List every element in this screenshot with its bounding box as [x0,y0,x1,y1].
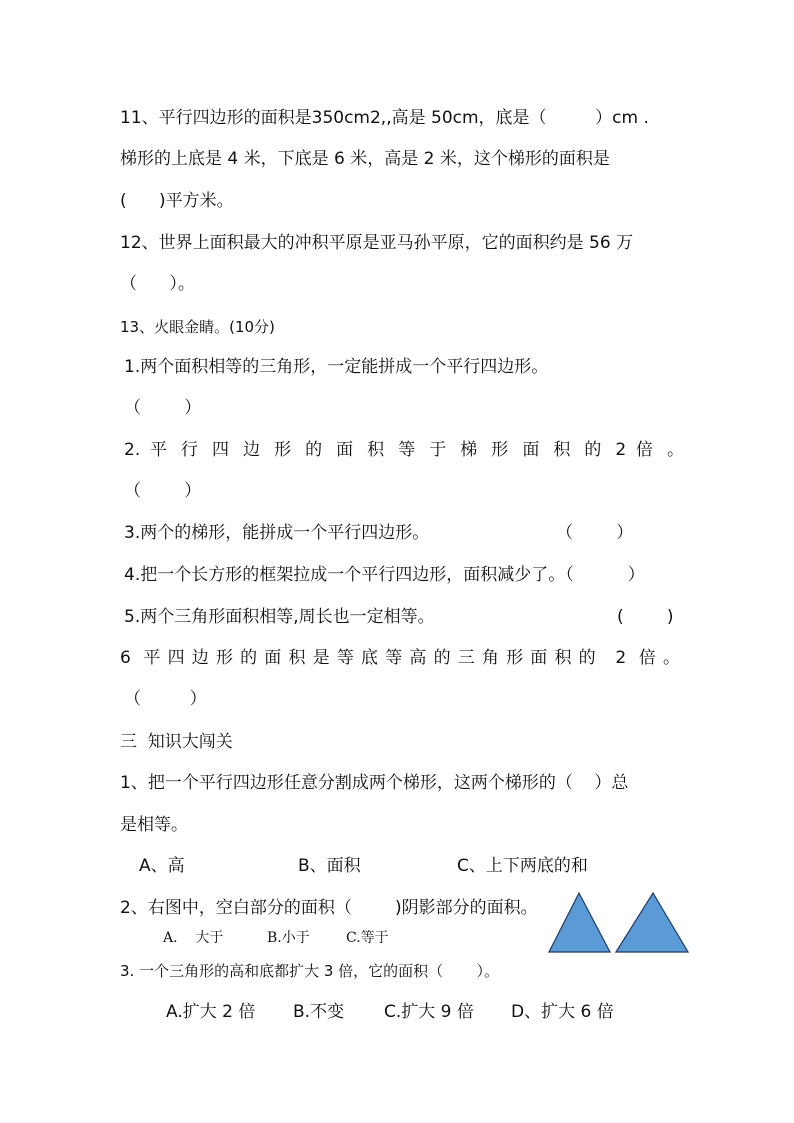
q11-line3: ( )平方米。 [120,191,234,211]
s3-q1-line1: 1、把一个平行四边形任意分割成两个梯形，这两个梯形的（ ）总 [120,773,629,793]
q13-item3: 3.两个的梯形，能拼成一个平行四边形。 [124,523,430,543]
s3-q1-option-b: B、面积 [298,856,361,876]
q13-item6: 6 平四边形的面积是等底等高的三角形面积的 2 倍。 [120,648,680,668]
s3-q2-option-c: C.等于 [346,930,389,946]
s3-q3-option-a: A.扩大 2 倍 [166,1002,256,1022]
q12-line2: （ ）。 [120,274,195,294]
s3-q2-option-b: B.小于 [267,930,310,946]
s3-q3-option-d: D、扩大 6 倍 [511,1002,614,1022]
q13-item2-answer: （ ） [124,481,202,501]
q13-item1: 1.两个面积相等的三角形，一定能拼成一个平行四边形。 [124,357,549,377]
q13-item1-answer: （ ） [124,398,202,418]
s3-q2-option-a: A. 大于 [163,930,224,946]
s3-q1-option-a: A、高 [139,856,185,876]
triangles-svg [546,890,692,956]
q13-item5: 5.两个三角形面积相等,周长也一定相等。 [124,607,435,627]
triangles-figure [546,890,692,956]
q13-item5-answer: ( ) [617,607,674,627]
q13-item4: 4.把一个长方形的框架拉成一个平行四边形，面积减少了。（ ） [124,565,645,585]
section3-title: 三 知识大闯关 [120,732,233,752]
q11-line1: 11、平行四边形的面积是350cm2,,高是 50cm，底是（ ）cm . [120,108,649,128]
triangle-left [549,893,610,952]
q12-line1: 12、世界上面积最大的冲积平原是亚马孙平原，它的面积约是 56 万 [120,233,634,253]
s3-q3-option-b: B.不变 [293,1002,345,1022]
q13-item2: 2. 平 行 四 边 形 的 面 积 等 于 梯 形 面 积 的 2 倍 。 [124,440,684,460]
q11-line2: 梯形的上底是 4 米，下底是 6 米，高是 2 米，这个梯形的面积是 [120,149,610,169]
s3-q1-option-c: C、上下两底的和 [457,856,588,876]
triangle-right [616,893,688,952]
q13-item6-answer: （ ） [124,689,207,709]
s3-q1-line2: 是相等。 [120,815,188,835]
q13-item3-answer: （ ） [556,523,634,543]
q13-title: 13、火眼金睛。(10分) [120,318,275,336]
s3-q3-option-c: C.扩大 9 倍 [384,1002,474,1022]
s3-q2-text: 2、右图中，空白部分的面积（ )阴影部分的面积。 [120,898,538,918]
s3-q3-text: 3. 一个三角形的高和底都扩大 3 倍，它的面积（ ）。 [120,962,500,980]
